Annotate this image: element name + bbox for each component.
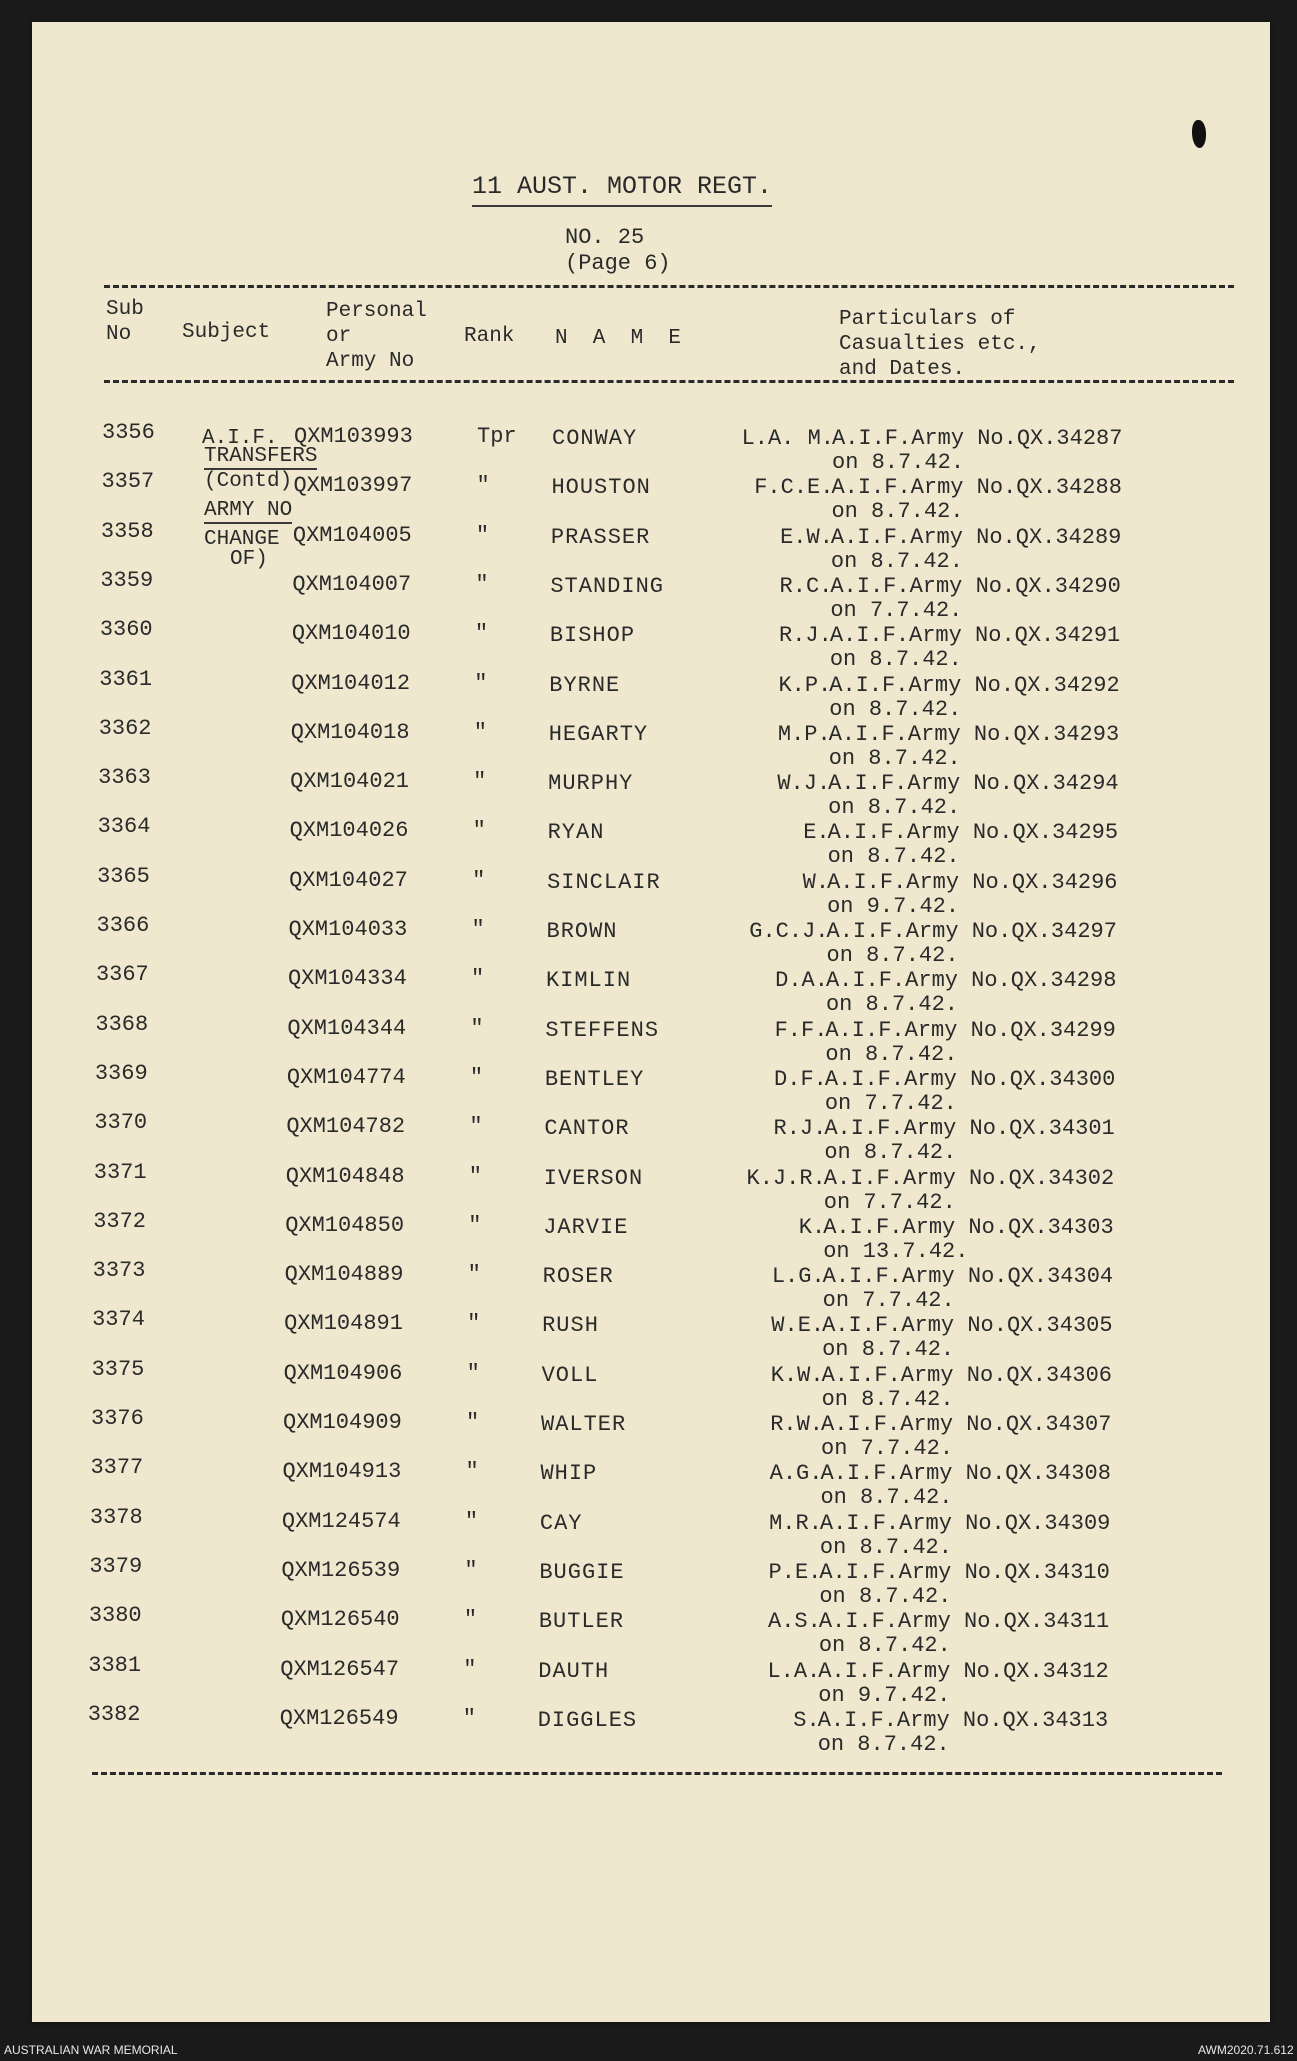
- subject-line-3: (Contd): [204, 470, 293, 493]
- footer-right: AWM2020.71.612: [1198, 2043, 1294, 2057]
- row-sub-no: 3369: [94, 1060, 148, 1086]
- row-particulars: A.I.F.Army No.QX.34287: [832, 426, 1123, 451]
- row-initials: K.: [798, 1214, 826, 1240]
- subject-line-4: ARMY NO: [204, 499, 293, 522]
- table-row: [29, 666, 1267, 722]
- header-rank: Rank: [464, 325, 515, 348]
- row-army-no: QXM104906: [283, 1360, 403, 1386]
- row-sub-no: 3370: [94, 1110, 148, 1136]
- row-initials: F.F.: [774, 1017, 828, 1043]
- page-number: (Page 6): [565, 251, 671, 276]
- row-date: on 8.7.42.: [821, 1386, 954, 1412]
- table-row: [22, 1356, 1260, 1412]
- row-initials: E.W.: [780, 524, 833, 550]
- table-row: [19, 1603, 1257, 1659]
- row-date: on 8.7.42.: [820, 1485, 953, 1511]
- row-date: on 8.7.42.: [826, 943, 959, 968]
- row-rank: ": [464, 1508, 479, 1534]
- row-date: on 8.7.42.: [825, 992, 958, 1018]
- row-sub-no: 3363: [98, 765, 151, 791]
- row-sub-no: 3372: [93, 1208, 147, 1234]
- table-row: [20, 1504, 1258, 1560]
- row-initials: P.E.: [768, 1559, 822, 1585]
- row-particulars: A.I.F.Army No.QX.34313: [817, 1707, 1109, 1733]
- row-rank: ": [466, 1360, 480, 1386]
- row-army-no: QXM104889: [284, 1262, 404, 1288]
- row-sub-no: 3367: [95, 962, 149, 988]
- row-date: on 8.7.42.: [827, 844, 960, 870]
- row-initials: W.: [802, 869, 830, 895]
- row-surname: CAY: [539, 1510, 583, 1536]
- row-surname: RYAN: [547, 820, 605, 846]
- row-rank: ": [465, 1459, 479, 1485]
- row-sub-no: 3359: [100, 567, 154, 593]
- row-rank: ": [473, 719, 487, 745]
- row-initials: F.C.E.: [754, 475, 834, 501]
- row-initials: A.S.: [768, 1609, 821, 1635]
- table-row: [24, 1159, 1262, 1215]
- row-sub-no: 3382: [87, 1701, 141, 1727]
- row-rank: ": [467, 1262, 481, 1288]
- row-rank: Tpr: [477, 424, 517, 449]
- row-sub-no: 3362: [98, 715, 152, 741]
- table-row: [30, 567, 1268, 623]
- subject-line-1: A.I.F.: [202, 427, 278, 450]
- row-particulars: A.I.F.Army No.QX.34308: [820, 1461, 1111, 1487]
- row-rank: ": [467, 1311, 481, 1337]
- row-date: on 8.7.42.: [830, 548, 963, 574]
- table-row: [19, 1553, 1257, 1609]
- table-row: [25, 1011, 1263, 1067]
- row-army-no: QXM104782: [286, 1114, 406, 1140]
- table-bottom-rule: [92, 1772, 1222, 1775]
- row-sub-no: 3357: [101, 469, 155, 495]
- row-surname: DAUTH: [538, 1658, 610, 1684]
- row-particulars: A.I.F.Army No.QX.34311: [818, 1609, 1110, 1635]
- row-particulars: A.I.F.Army No.QX.34288: [831, 475, 1122, 501]
- row-date: on 8.7.42.: [829, 696, 962, 722]
- row-surname: BISHOP: [549, 623, 636, 649]
- row-date: on 8.7.42.: [828, 745, 961, 771]
- row-date: on 8.7.42.: [822, 1337, 955, 1363]
- header-top-rule: [104, 285, 1234, 288]
- row-initials: M.R.: [769, 1510, 822, 1536]
- row-initials: K.P.: [778, 672, 832, 698]
- row-army-no: QXM104334: [287, 966, 407, 992]
- row-army-no: QXM126549: [279, 1705, 399, 1731]
- row-army-no: QXM104913: [282, 1459, 402, 1485]
- row-rank: ": [469, 1064, 484, 1090]
- row-date: on 8.7.42.: [832, 450, 965, 475]
- table-row: [27, 863, 1265, 919]
- table-row: [18, 1652, 1256, 1708]
- row-army-no: QXM104012: [291, 670, 411, 696]
- row-sub-no: 3376: [91, 1406, 144, 1431]
- row-date: on 7.7.42.: [823, 1189, 956, 1215]
- row-initials: G.C.J.: [749, 919, 829, 944]
- row-surname: BYRNE: [549, 672, 621, 698]
- row-initials: R.W.: [770, 1412, 823, 1437]
- row-particulars: A.I.F.Army No.QX.34312: [818, 1658, 1109, 1684]
- table-row: [27, 913, 1265, 968]
- row-army-no: QXM124574: [281, 1508, 401, 1534]
- table-row: [22, 1307, 1260, 1363]
- header-army-no: Personal or Army No: [326, 300, 427, 373]
- row-rank: ": [474, 670, 488, 696]
- document-sheet: [32, 22, 1270, 2022]
- row-surname: HEGARTY: [548, 721, 649, 747]
- row-rank: ": [473, 769, 487, 795]
- row-army-no: QXM104344: [287, 1015, 407, 1041]
- row-rank: ": [475, 571, 489, 597]
- header-sub-no: Sub No: [106, 298, 144, 346]
- row-date: on 8.7.42.: [817, 1731, 950, 1757]
- row-army-no: QXM104010: [291, 621, 411, 647]
- row-army-no: QXM104909: [283, 1410, 402, 1435]
- row-date: on 8.7.42.: [831, 499, 964, 525]
- row-date: on 7.7.42.: [822, 1288, 955, 1314]
- row-army-no: QXM104005: [292, 522, 412, 548]
- table-row: [31, 469, 1269, 525]
- subject-line-2: TRANSFERS: [204, 445, 318, 468]
- order-number: NO. 25: [565, 225, 645, 250]
- row-surname: BROWN: [546, 919, 618, 944]
- row-army-no: QXM104018: [290, 719, 410, 745]
- row-sub-no: 3374: [92, 1307, 145, 1333]
- row-particulars: A.I.F.Army No.QX.34295: [827, 820, 1119, 846]
- row-rank: ": [472, 867, 486, 893]
- row-sub-no: 3366: [96, 913, 150, 938]
- row-surname: CONWAY: [552, 426, 638, 451]
- row-sub-no: 3378: [89, 1504, 143, 1530]
- table-row: [32, 420, 1270, 475]
- row-surname: IVERSON: [543, 1165, 644, 1191]
- row-army-no: QXM104007: [292, 571, 412, 597]
- row-date: on 8.7.42.: [829, 647, 962, 673]
- table-row: [20, 1455, 1258, 1511]
- row-sub-no: 3360: [99, 617, 153, 643]
- row-surname: WALTER: [541, 1412, 627, 1437]
- table-row: [30, 617, 1268, 673]
- row-date: on 9.7.42.: [818, 1682, 951, 1708]
- row-particulars: A.I.F.Army No.QX.34291: [829, 623, 1121, 649]
- table-row: [28, 765, 1266, 821]
- row-initials: W.E.: [771, 1313, 825, 1339]
- table-row: [31, 518, 1269, 574]
- row-surname: BUTLER: [538, 1609, 625, 1635]
- row-sub-no: 3364: [97, 814, 151, 840]
- row-particulars: A.I.F.Army No.QX.34309: [819, 1510, 1111, 1536]
- row-date: on 8.7.42.: [818, 1633, 951, 1659]
- row-rank: ": [466, 1410, 480, 1435]
- row-particulars: A.I.F.Army No.QX.34307: [821, 1412, 1112, 1437]
- row-rank: ": [472, 818, 486, 844]
- row-initials: L.A. M.: [741, 426, 834, 451]
- row-initials: L.A.: [767, 1658, 821, 1684]
- row-date: on 9.7.42.: [827, 893, 960, 919]
- row-particulars: A.I.F.Army No.QX.34298: [825, 968, 1117, 994]
- table-row: [28, 814, 1266, 870]
- row-rank: ": [468, 1212, 482, 1238]
- row-surname: HOUSTON: [551, 475, 651, 501]
- row-particulars: A.I.F.Army No.QX.34305: [822, 1313, 1113, 1339]
- row-surname: STEFFENS: [545, 1017, 660, 1043]
- row-initials: R.J.: [773, 1116, 827, 1142]
- row-army-no: QXM103993: [294, 424, 413, 449]
- row-particulars: A.I.F.Army No.QX.34300: [824, 1066, 1116, 1092]
- row-particulars: A.I.F.Army No.QX.34310: [819, 1559, 1110, 1585]
- table-row: [18, 1701, 1256, 1757]
- table-row: [25, 1060, 1263, 1116]
- row-sub-no: 3368: [95, 1011, 149, 1037]
- row-army-no: QXM104026: [289, 818, 409, 844]
- row-army-no: QXM103997: [293, 473, 413, 499]
- row-particulars: A.I.F.Army No.QX.34303: [823, 1214, 1114, 1240]
- row-surname: BUGGIE: [539, 1559, 625, 1585]
- row-army-no: QXM104021: [290, 769, 409, 795]
- row-initials: W.J.: [777, 771, 831, 797]
- row-surname: WHIP: [540, 1461, 598, 1487]
- table-row: [21, 1406, 1259, 1461]
- row-surname: JARVIE: [543, 1214, 629, 1240]
- row-surname: MURPHY: [548, 771, 634, 797]
- row-particulars: A.I.F.Army No.QX.34293: [828, 721, 1120, 747]
- row-particulars: A.I.F.Army No.QX.34296: [827, 869, 1118, 895]
- row-sub-no: 3356: [102, 420, 155, 445]
- row-sub-no: 3361: [99, 666, 153, 692]
- row-surname: PRASSER: [550, 524, 651, 550]
- row-rank: ": [470, 1015, 484, 1041]
- row-army-no: QXM126547: [280, 1656, 400, 1682]
- row-initials: A.G.: [769, 1461, 823, 1487]
- row-initials: K.W.: [770, 1362, 824, 1388]
- row-rank: ": [475, 522, 490, 548]
- row-army-no: QXM104850: [285, 1212, 405, 1238]
- row-particulars: A.I.F.Army No.QX.34289: [830, 524, 1122, 550]
- row-sub-no: 3377: [90, 1455, 144, 1481]
- row-sub-no: 3379: [89, 1553, 143, 1579]
- table-row: [23, 1208, 1261, 1264]
- row-particulars: A.I.F.Army No.QX.34304: [822, 1264, 1114, 1290]
- row-date: on 7.7.42.: [830, 597, 963, 623]
- row-initials: L.G.: [771, 1264, 825, 1290]
- row-sub-no: 3365: [97, 863, 150, 889]
- row-date: on 13.7.42.: [823, 1238, 969, 1264]
- row-surname: KIMLIN: [545, 968, 632, 994]
- header-subject: Subject: [182, 321, 271, 344]
- row-army-no: QXM104774: [286, 1064, 406, 1090]
- header-bottom-rule: [104, 380, 1234, 383]
- row-date: on 8.7.42.: [825, 1041, 958, 1067]
- row-surname: RUSH: [542, 1313, 599, 1339]
- row-particulars: A.I.F.Army No.QX.34292: [829, 672, 1120, 698]
- row-surname: ROSER: [542, 1264, 614, 1290]
- row-army-no: QXM104848: [285, 1163, 405, 1189]
- row-initials: D.A.: [775, 968, 828, 994]
- row-initials: R.J.: [779, 623, 832, 649]
- row-rank: ": [462, 1705, 476, 1731]
- table-row: [29, 715, 1267, 771]
- subject-line-6: OF): [230, 548, 268, 571]
- row-initials: M.P.: [777, 721, 831, 747]
- row-sub-no: 3371: [93, 1159, 147, 1185]
- row-date: on 8.7.42.: [824, 1140, 957, 1166]
- footer-left: AUSTRALIAN WAR MEMORIAL: [4, 2043, 178, 2057]
- row-army-no: QXM126540: [280, 1607, 400, 1633]
- subject-line-5: CHANGE: [204, 528, 280, 551]
- row-date: on 7.7.42.: [824, 1090, 957, 1116]
- row-rank: ": [469, 1114, 483, 1140]
- row-particulars: A.I.F.Army No.QX.34302: [823, 1165, 1115, 1191]
- row-sub-no: 3375: [91, 1356, 145, 1382]
- row-rank: ": [471, 917, 485, 942]
- row-date: on 7.7.42.: [821, 1436, 954, 1461]
- row-sub-no: 3358: [100, 518, 154, 544]
- row-army-no: QXM104027: [289, 867, 408, 893]
- row-initials: S.: [793, 1707, 820, 1733]
- row-particulars: A.I.F.Army No.QX.34301: [824, 1116, 1115, 1142]
- row-rank: ": [463, 1656, 477, 1682]
- row-particulars: A.I.F.Army No.QX.34306: [821, 1362, 1113, 1388]
- table-row: [26, 962, 1264, 1018]
- row-initials: E.: [803, 820, 830, 846]
- row-sub-no: 3380: [88, 1603, 142, 1629]
- row-initials: R.C.: [779, 573, 833, 599]
- row-sub-no: 3373: [92, 1258, 146, 1284]
- row-army-no: QXM104033: [288, 917, 408, 942]
- row-surname: BENTLEY: [544, 1066, 645, 1092]
- document-title: 11 AUST. MOTOR REGT.: [472, 172, 772, 207]
- row-initials: K.J.R.: [746, 1165, 826, 1191]
- row-surname: DIGGLES: [537, 1707, 638, 1733]
- header-name: N A M E: [555, 327, 682, 350]
- row-particulars: A.I.F.Army No.QX.34297: [826, 919, 1117, 944]
- row-date: on 8.7.42.: [819, 1534, 952, 1560]
- header-particulars: Particulars of Casualties etc., and Dates.: [839, 308, 1041, 381]
- row-rank: ": [476, 473, 490, 499]
- row-sub-no: 3381: [88, 1652, 142, 1678]
- row-rank: ": [464, 1557, 478, 1583]
- row-surname: STANDING: [550, 573, 664, 599]
- row-rank: ": [468, 1163, 482, 1189]
- row-rank: ": [463, 1607, 478, 1633]
- table-row: [23, 1258, 1261, 1314]
- row-initials: D.F.: [774, 1066, 827, 1092]
- row-date: on 8.7.42.: [828, 795, 961, 821]
- row-date: on 8.7.42.: [819, 1583, 952, 1609]
- row-surname: CANTOR: [544, 1116, 630, 1142]
- row-particulars: A.I.F.Army No.QX.34290: [830, 573, 1121, 599]
- row-surname: VOLL: [541, 1362, 599, 1388]
- punch-hole: [1192, 120, 1206, 148]
- row-rank: ": [470, 966, 485, 992]
- row-particulars: A.I.F.Army No.QX.34294: [828, 771, 1119, 797]
- row-army-no: QXM126539: [281, 1557, 401, 1583]
- row-particulars: A.I.F.Army No.QX.34299: [825, 1017, 1116, 1043]
- row-army-no: QXM104891: [284, 1311, 403, 1337]
- row-rank: ": [474, 621, 489, 647]
- table-row: [24, 1110, 1262, 1166]
- row-surname: SINCLAIR: [547, 869, 661, 895]
